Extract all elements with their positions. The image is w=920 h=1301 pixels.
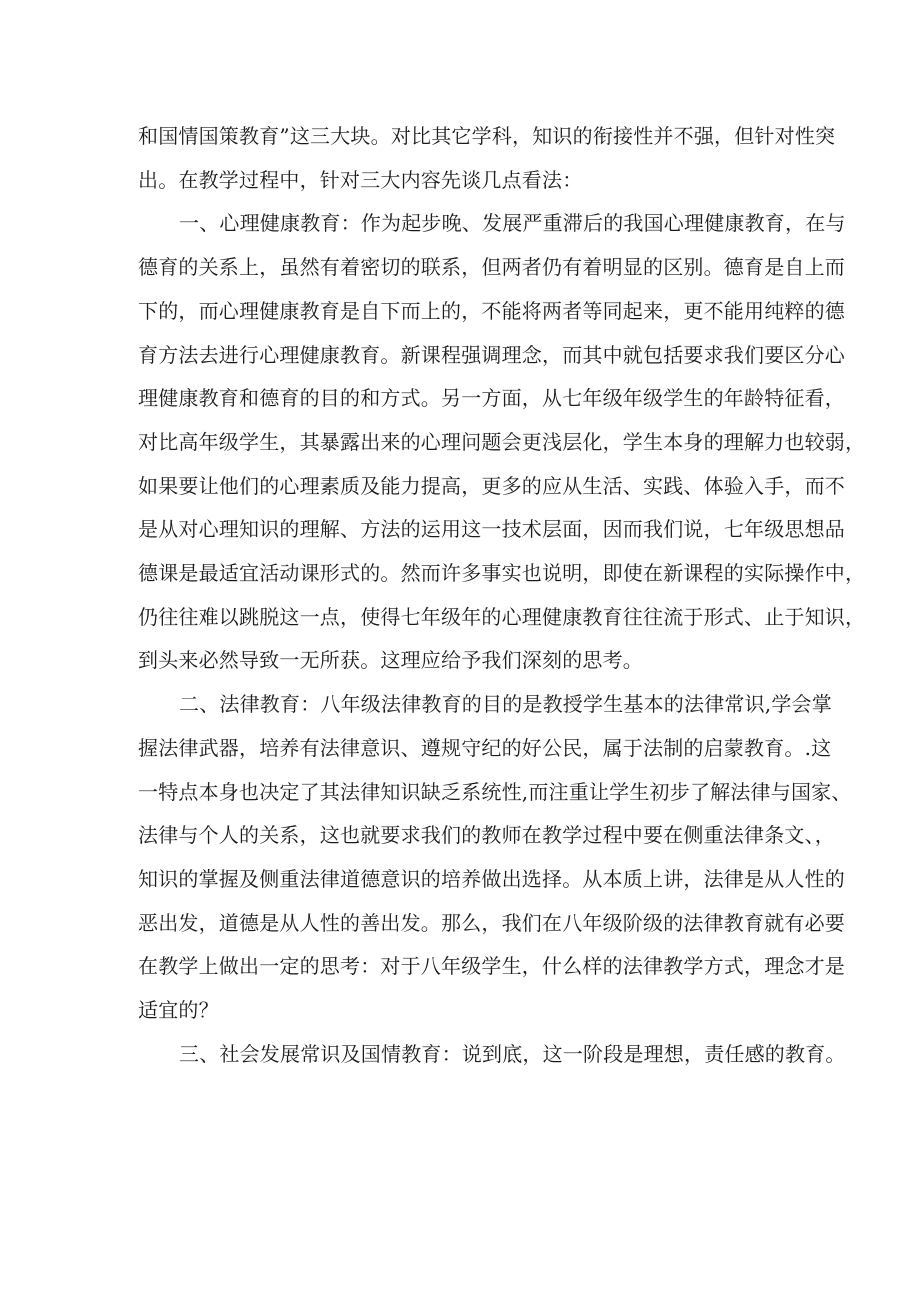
text-line: 适宜的？ (138, 998, 219, 1023)
text-line: 一特点本身也决定了其法律知识缺乏系统性,而注重让学生初步了解法律与国家、 (138, 779, 852, 804)
text-line: 仍往往难以跳脱这一点，使得七年级年的心理健康教育往往流于形式、止于知识， (138, 604, 866, 629)
text-line: 和国情国策教育”这三大块。对比其它学科，知识的衔接性并不强，但针对性突 (138, 124, 836, 148)
text-line: 德课是最适宜活动课形式的。然而许多事实也说明，即使在新课程的实际操作中， (138, 561, 866, 586)
text-line: 一、心理健康教育：作为起步晚、发展严重滞后的我国心理健康教育，在与 (179, 211, 846, 236)
paragraph-intro-continuation (138, 115, 836, 202)
text-line: 到头来必然导致一无所获。这理应给予我们深刻的思考。 (138, 648, 643, 673)
text-line: 握法律武器，培养有法律意识、遵规守纪的好公民，属于法制的启蒙教育。.这 (138, 735, 832, 760)
text-line: 出。在教学过程中，针对三大内容先谈几点看法： (138, 167, 583, 192)
paragraph-mental-health-education (138, 202, 866, 683)
text-line: 恶出发，道德是从人性的善出发。那么，我们在八年级阶级的法律教育就有必要 (138, 910, 845, 935)
paragraph-social-development-education (138, 1033, 846, 1077)
text-line: 知识的掌握及侧重法律道德意识的培养做出选择。从本质上讲，法律是从人性的 (138, 866, 845, 891)
text-line: 德育的关系上，虽然有着密切的联系，但两者仍有着明显的区别。德育是自上而 (138, 255, 845, 280)
text-line: 三、社会发展常识及国情教育：说到底，这一阶段是理想，责任感的教育。 (179, 1041, 846, 1066)
text-line: 是从对心理知识的理解、方法的运用这一技术层面，因而我们说，七年级思想品 (138, 517, 845, 542)
text-line: 二、法律教育：八年级法律教育的目的是教授学生基本的法律常识,学会掌 (179, 692, 832, 717)
text-line: 如果要让他们的心理素质及能力提高，更多的应从生活、实践、体验入手，而不 (138, 473, 845, 498)
text-line: 法律与个人的关系，这也就要求我们的教师在教学过程中要在侧重法律条文、， (138, 823, 835, 848)
text-line: 理健康教育和德育的目的和方式。另一方面，从七年级年级学生的年龄特征看， (138, 386, 845, 411)
text-line: 育方法去进行心理健康教育。新课程强调理念，而其中就包括要求我们要区分心 (138, 342, 845, 367)
text-line: 下的，而心理健康教育是自下而上的，不能将两者等同起来，更不能用纯粹的德 (138, 298, 845, 323)
text-line: 在教学上做出一定的思考：对于八年级学生，什么样的法律教学方式，理念才是 (138, 954, 845, 979)
text-line: 对比高年级学生，其暴露出来的心理问题会更浅层化，学生本身的理解力也较弱， (138, 429, 866, 454)
paragraph-legal-education (138, 683, 852, 1033)
document-body (138, 115, 866, 1076)
